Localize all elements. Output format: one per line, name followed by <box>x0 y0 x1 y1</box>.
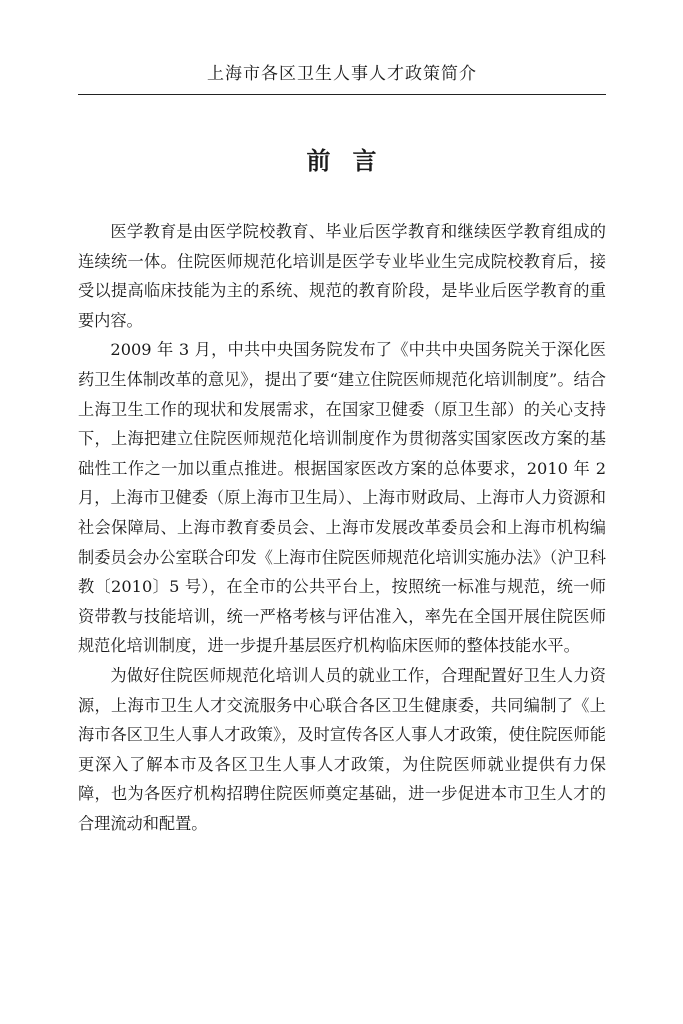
header-rule <box>78 94 606 95</box>
paragraph-1: 医学教育是由医学院校教育、毕业后医学教育和继续医学教育组成的连续统一体。住院医师规范化培训是医学专业毕业生完成院校教育后，接受以提高临床技能为主的系统、规范的教育阶段，是毕业后医学教育的重要内容。 <box>78 222 606 330</box>
paragraph-3: 为做好住院医师规范化培训人员的就业工作，合理配置好卫生人力资源，上海市卫生人才交流服务中心联合各区卫生健康委，共同编制了《上海市各区卫生人事人才政策》，及时宣传各区人事人才政策，使住院医师能更深入了解本市及各区卫生人事人才政策，为住院医师就业提供有力保障，也为各医疗机构招聘住院医师奠定基础，进一步促进本市卫生人才的合理流动和配置。 <box>78 665 606 833</box>
page-title: 前言 <box>306 147 399 175</box>
running-header: 上海市各区卫生人事人才政策简介 <box>207 64 477 84</box>
body-text <box>78 217 606 838</box>
paragraph-2: 2009 年 3 月，中共中央国务院发布了《中共中央国务院关于深化医药卫生体制改革的意见》，提出了要“建立住院医师规范化培训制度”。结合上海卫生工作的现状和发展需求，在国家卫健委（原卫生部）的关心支持下，上海把建立住院医师规范化培训制度作为贯彻落实国家医改方案的基础性工作之一加以重点推进。根据国家医改方案的总体要求，2010 年 2 月，上海市卫健委（原上海市卫生局）、上海市财政局、上海市人力资源和社会保障局、上海市教育委员会、上海市发展改革委员会和上海市机构编制委员会办公室联合印发《上海市住院医师规范化培训实施办法》（沪卫科教〔2010〕5 号），在全市的公共平台上，按照统一标准与规范，统一师资带教与技能培训，统一严格考核与评估准入，率先在全国开展住院医师规范化培训制度，进一步提升基层医疗机构临床医师的整体技能水平。 <box>78 340 606 656</box>
